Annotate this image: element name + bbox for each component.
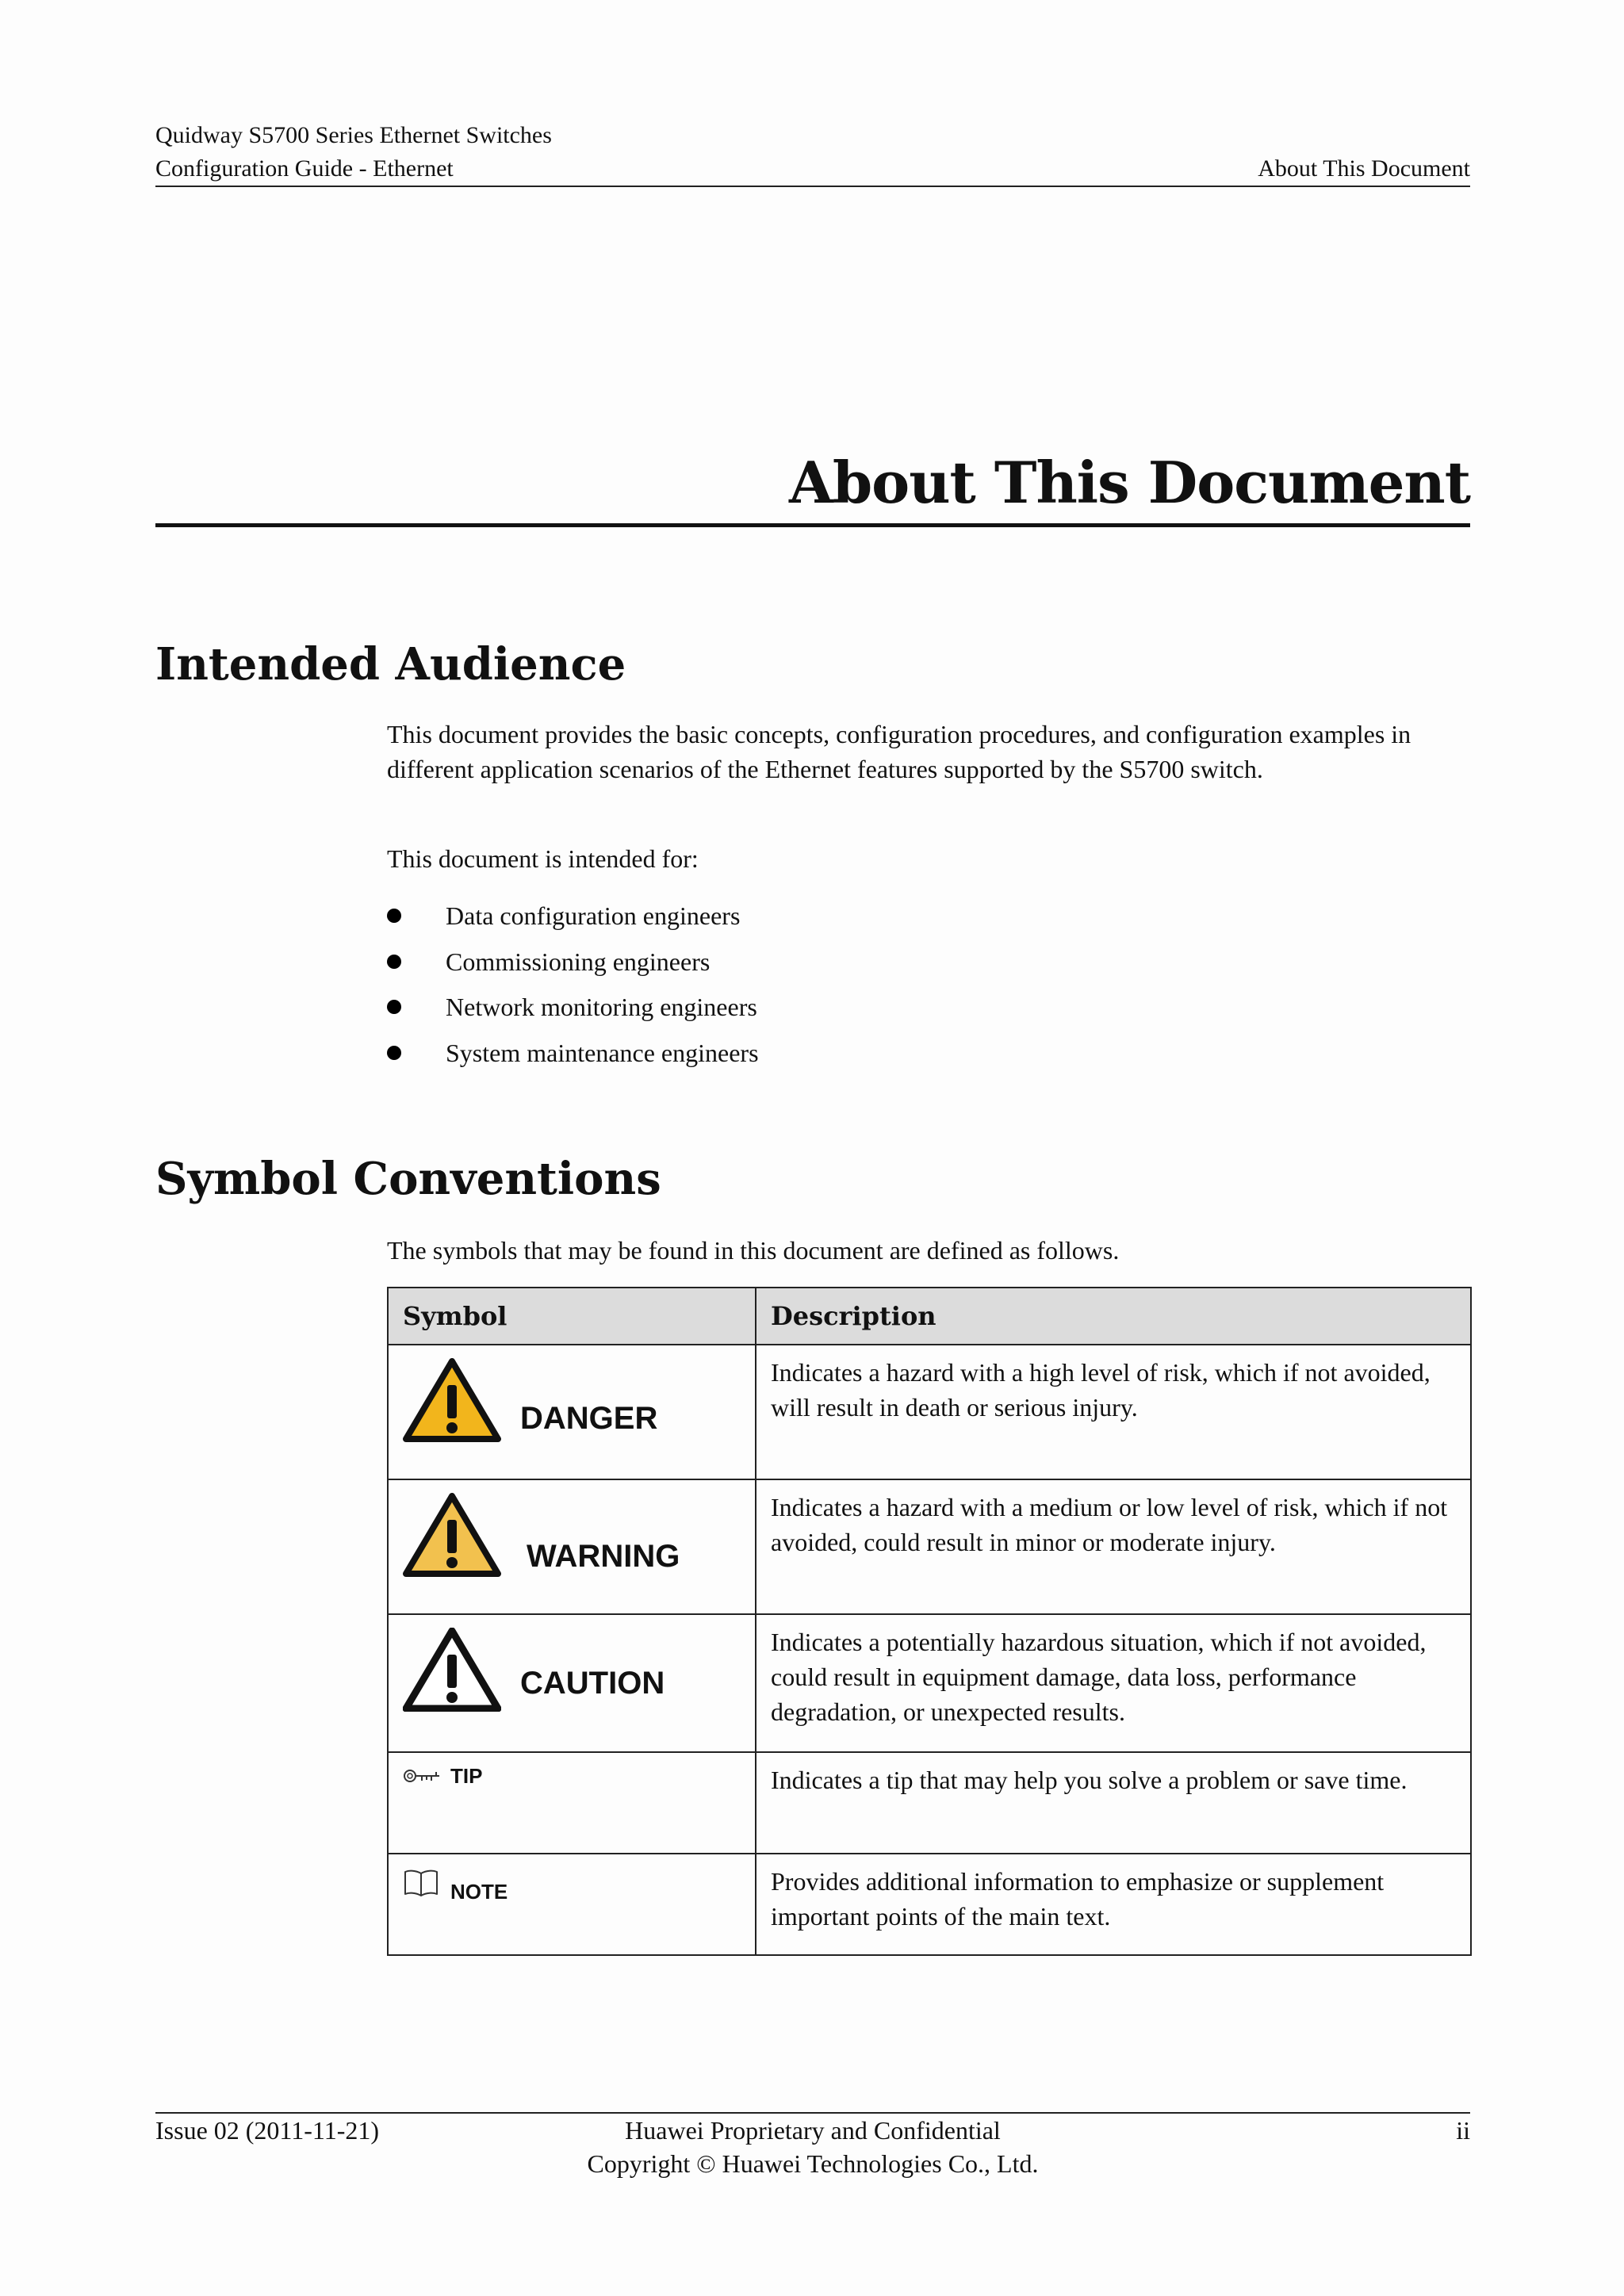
bullet-icon	[387, 1046, 401, 1060]
list-item	[387, 1035, 759, 1081]
symbol-cell	[388, 1854, 756, 1955]
table-row	[388, 1479, 1471, 1614]
list-item-text: System maintenance engineers	[446, 1038, 759, 1067]
confidential-notice: Huawei Proprietary and Confidential	[625, 2116, 1001, 2145]
danger-triangle-icon	[403, 1358, 501, 1442]
description-cell: Indicates a potentially hazardous situation, which if not avoided, could result in equipment damage, data loss, performance degradation, or unexpected results.	[756, 1614, 1471, 1752]
column-header-description: Description	[756, 1288, 1471, 1345]
list-item-text: Network monitoring engineers	[446, 993, 757, 1021]
table-row	[388, 1752, 1471, 1854]
copyright-notice: Copyright © Huawei Technologies Co., Ltd.	[587, 2149, 1039, 2178]
caution-label: CAUTION	[520, 1666, 665, 1701]
symbol-cell	[388, 1479, 756, 1614]
column-header-symbol: Symbol	[388, 1288, 756, 1345]
audience-paragraph: This document provides the basic concepts, configuration procedures, and configuration examples in different application scenarios of the Ethernet features supported by the S5700 switch.	[387, 720, 1411, 783]
table-header-row	[388, 1288, 1471, 1345]
bullet-icon	[387, 909, 401, 923]
intended-for-text: This document is intended for:	[387, 844, 699, 873]
symbol-table	[387, 1287, 1472, 1956]
danger-label: DANGER	[520, 1401, 658, 1436]
description-cell: Indicates a hazard with a high level of risk, which if not avoided, will result in death or serious injury.	[756, 1345, 1471, 1479]
header-product: Quidway S5700 Series Ethernet Switches	[155, 122, 552, 148]
symbol-conventions-heading: Symbol Conventions	[155, 1153, 661, 1205]
issue-date: Issue 02 (2011-11-21)	[155, 2116, 380, 2145]
page-header	[155, 119, 1470, 187]
list-item-text: Data configuration engineers	[446, 901, 741, 930]
table-row	[388, 1854, 1471, 1955]
book-icon	[403, 1869, 439, 1897]
description-cell: Provides additional information to emphasize or supplement important points of the main text.	[756, 1854, 1471, 1955]
bullet-icon	[387, 955, 401, 969]
list-item	[387, 944, 759, 990]
list-item	[387, 898, 759, 944]
header-guide: Configuration Guide - Ethernet	[155, 155, 454, 182]
warning-triangle-icon	[403, 1493, 501, 1577]
audience-list	[387, 898, 759, 1081]
symbols-intro-text: The symbols that may be found in this document are defined as follows.	[387, 1236, 1120, 1265]
description-cell: Indicates a tip that may help you solve a problem or save time.	[756, 1752, 1471, 1854]
description-cell: Indicates a hazard with a medium or low level of risk, which if not avoided, could result in minor or moderate injury.	[756, 1479, 1471, 1614]
bullet-icon	[387, 1000, 401, 1014]
list-item	[387, 989, 759, 1035]
table-row	[388, 1345, 1471, 1479]
intended-audience-heading: Intended Audience	[155, 638, 626, 691]
caution-triangle-icon	[403, 1628, 501, 1712]
page-number: ii	[1456, 2116, 1470, 2145]
page-title: About This Document	[155, 444, 1470, 527]
warning-label: WARNING	[527, 1539, 680, 1574]
symbol-cell	[388, 1614, 756, 1752]
tip-label: TIP	[450, 1764, 483, 1788]
header-section: About This Document	[1258, 155, 1470, 182]
table-row	[388, 1614, 1471, 1752]
note-label: NOTE	[450, 1880, 508, 1904]
page-footer	[155, 2112, 1470, 2178]
list-item-text: Commissioning engineers	[446, 947, 710, 976]
symbol-cell	[388, 1752, 756, 1854]
symbol-cell	[388, 1345, 756, 1479]
key-icon	[403, 1767, 441, 1785]
